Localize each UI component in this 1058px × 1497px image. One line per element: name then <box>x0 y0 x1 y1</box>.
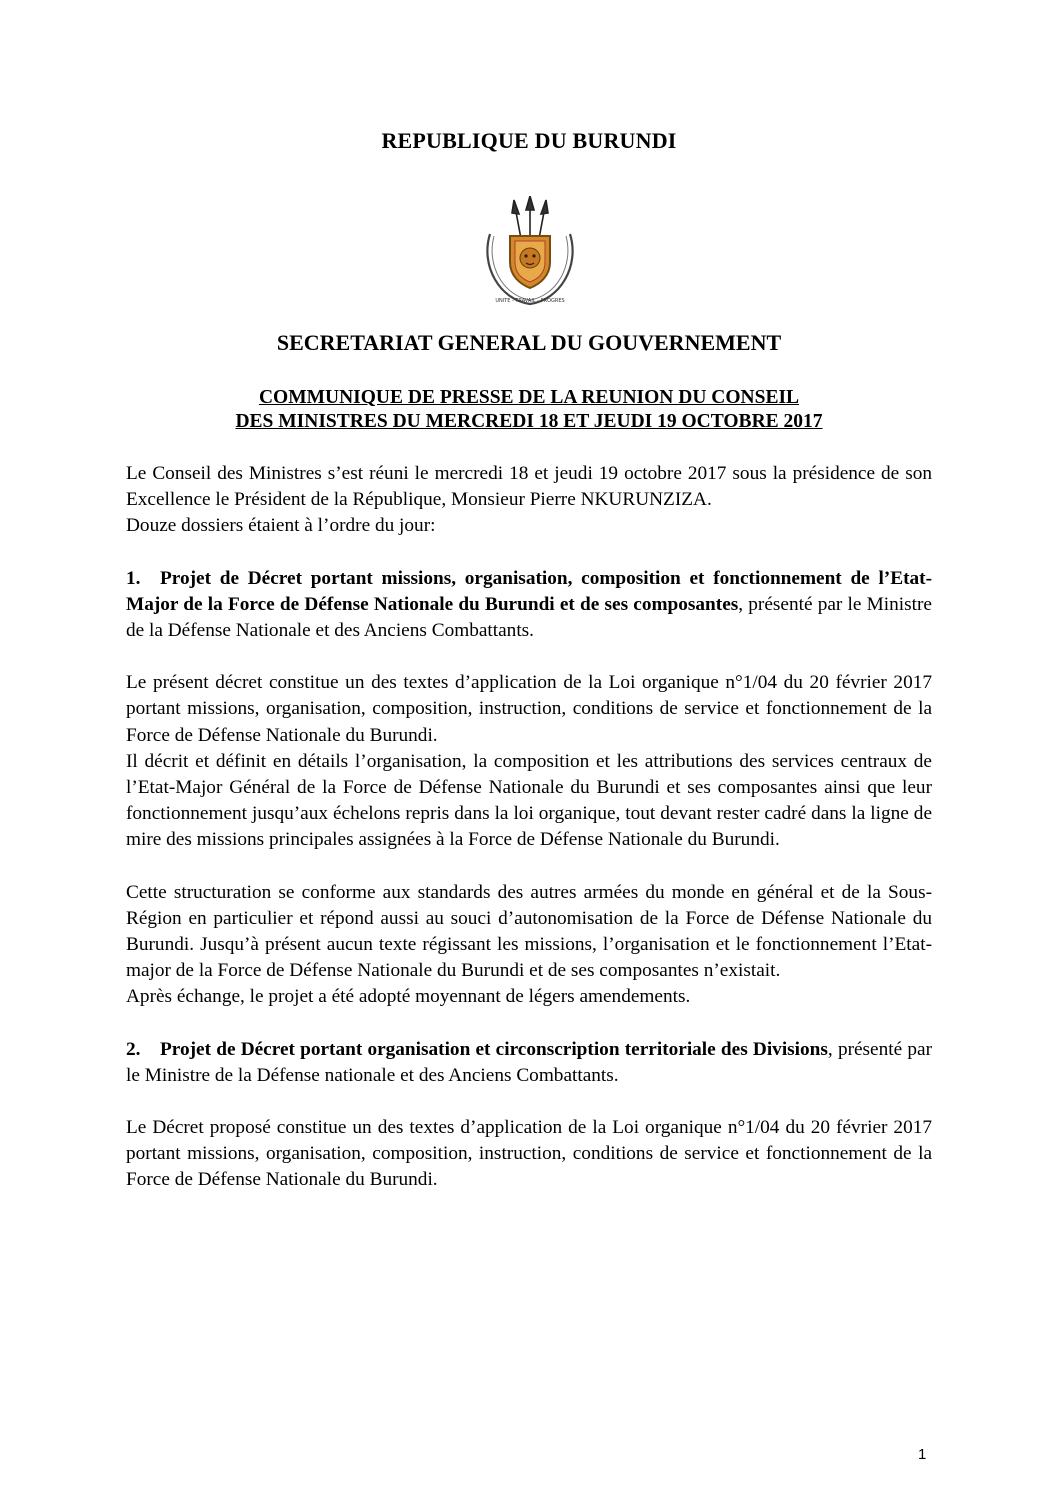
agenda-count-paragraph: Douze dossiers étaient à l’ordre du jour: <box>126 515 436 537</box>
agenda-item-1 <box>126 566 932 645</box>
item-1-paragraph-4: Après échange, le projet a été adopté moyennant de légers amendements. <box>126 986 691 1008</box>
republic-heading: REPUBLIQUE DU BURUNDI <box>381 128 677 153</box>
item-1-paragraph-3: Cette structuration se conforme aux standards des autres armées du monde en général et de la Sous-Région en particulier et répond aussi au souci d’autonomisation de la Force de Défense Nationale du Burundi. Jusqu’à présent aucun texte régissant les missions, l’organisation et le fonctionnement l’Etat-major de la Force de Défense Nationale du Burundi et de ses composantes n’existait. <box>126 881 932 982</box>
agenda-item-presenter: , présenté par le Ministre de la Défense nationale et des Anciens Combattants. <box>126 1038 932 1086</box>
agenda-item-title: Projet de Décret portant missions, organisation, composition et fonctionnement de l’Etat-Major de la Force de Défense Nationale du Burundi et de ses composantes <box>126 567 932 615</box>
intro-paragraph: Le Conseil des Ministres s’est réuni le mercredi 18 et jeudi 19 octobre 2017 sous la présidence de son Excellence le Président de la République, Monsieur Pierre NKURUNZIZA. <box>126 463 932 511</box>
item-1-paragraph-2: Il décrit et définit en détails l’organisation, la composition et les attributions des services centraux de l’Etat-Major Général de la Force de Défense Nationale du Burundi et ses composantes ainsi que leur fonctionnement jusqu’aux échelons repris dans la loi organique, tout devant rester cadré dans la ligne de mire des missions principales assignées à la Force de Défense Nationale du Burundi. <box>126 750 932 851</box>
agenda-item-2 <box>126 1037 932 1089</box>
emblem-motto: UNITE - TRAVAIL - PROGRES <box>495 298 565 304</box>
communique-title-line-1: COMMUNIQUE DE PRESSE DE LA REUNION DU CONSEIL <box>258 387 800 408</box>
agenda-item-number: 1. <box>126 567 141 589</box>
communique-title <box>0 386 1058 434</box>
document-body <box>126 461 932 1194</box>
coat-of-arms-emblem-icon <box>470 196 590 308</box>
agenda-item-number: 2. <box>126 1038 141 1060</box>
agenda-item-presenter: , présenté par le Ministre de la Défense Nationale et des Anciens Combattants. <box>126 593 932 642</box>
item-1-paragraph-1: Le présent décret constitue un des textes d’application de la Loi organique n°1/04 du 20 février 2017 portant missions, organisation, composition, instruction, conditions de service et fonctionnement de la Force de Défense Nationale du Burundi. <box>126 672 932 746</box>
agenda-item-title: Projet de Décret portant organisation et circonscription territoriale des Divisions <box>160 1038 828 1060</box>
secretariat-heading: SECRETARIAT GENERAL DU GOUVERNEMENT <box>276 330 782 355</box>
item-2-paragraph-1: Le Décret proposé constitue un des textes d’application de la Loi organique n°1/04 du 20 février 2017 portant missions, organisation, composition, instruction, conditions de service et fonctionnement de la Force de Défense Nationale du Burundi. <box>126 1117 932 1191</box>
communique-title-line-2: DES MINISTRES DU MERCREDI 18 ET JEUDI 19 OCTOBRE 2017 <box>235 411 823 432</box>
page-number: 1 <box>918 1446 927 1463</box>
